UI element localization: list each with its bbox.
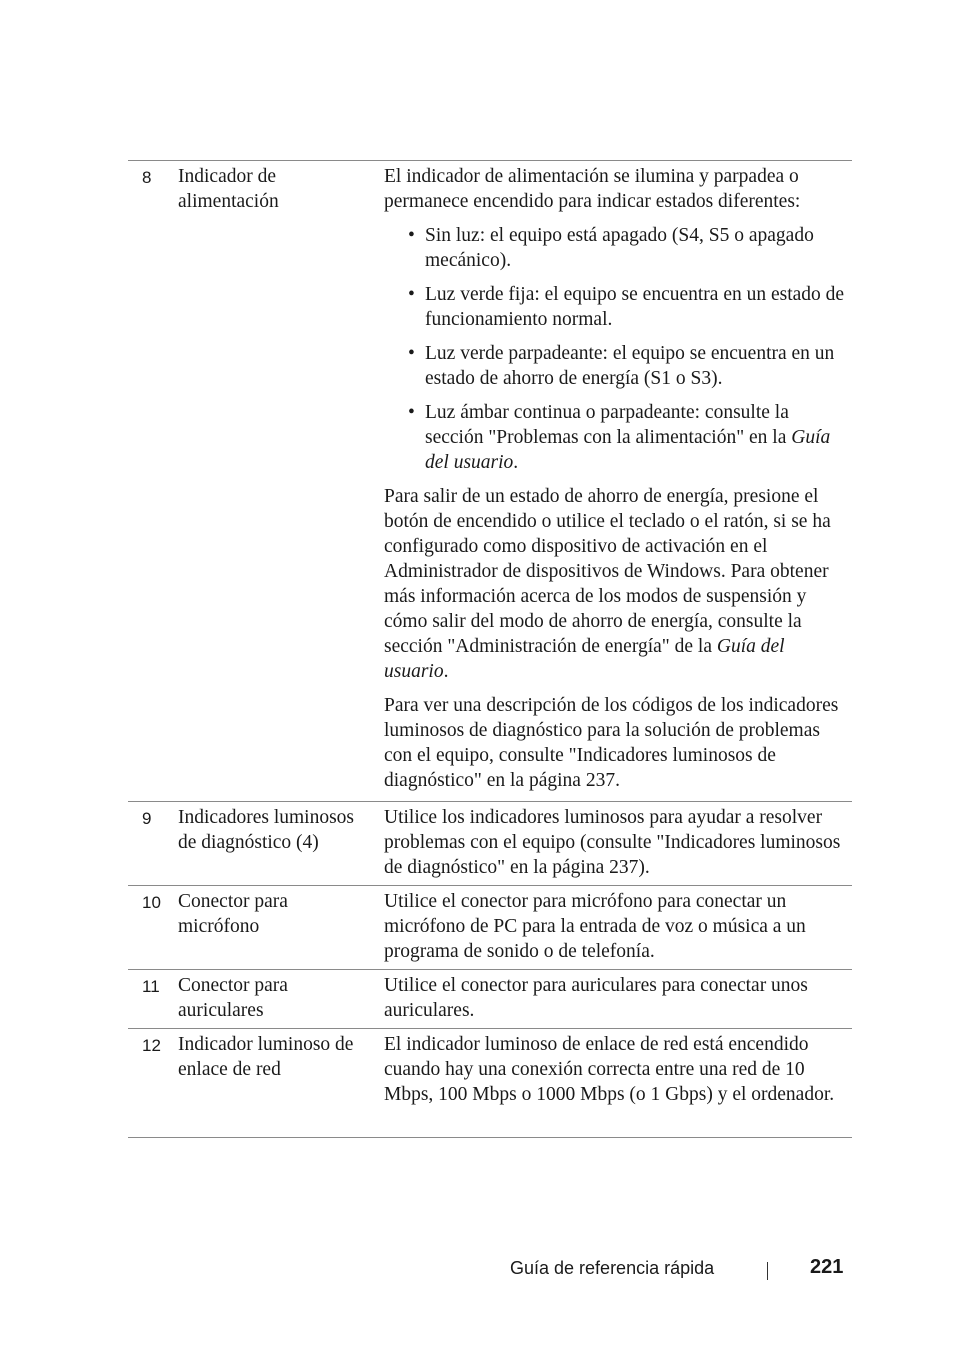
row-description: Utilice los indicadores luminosos para ayudar a resolver problemas con el equipo (consulte "Indicadores luminosos de diagnóstico" en la página 237). xyxy=(384,807,841,878)
bullet-icon: • xyxy=(408,284,415,305)
table-row xyxy=(128,802,852,886)
row-number: 12 xyxy=(142,1036,161,1055)
row-number: 11 xyxy=(142,977,160,996)
row-description: Utilice el conector para micrófono para conectar un micrófono de PC para la entrada de voz o música a un programa de sonido o de telefonía. xyxy=(384,891,806,962)
row-number: 9 xyxy=(142,809,152,828)
list-item: • Luz verde fija: el equipo se encuentra en un estado de funcionamiento normal. xyxy=(408,284,845,330)
list-item: • Luz ámbar continua o parpadeante: consulte la sección "Problemas con la alimentación" en la Guía del usuario. xyxy=(408,402,831,473)
status-list xyxy=(384,223,850,475)
row-number: 8 xyxy=(142,168,152,187)
page-footer xyxy=(0,1256,954,1286)
row-name: Conector para auriculares xyxy=(178,975,288,1021)
list-item: • Luz verde parpadeante: el equipo se encuentra en un estado de ahorro de energía (S1 o S3). xyxy=(408,343,835,389)
guide-reference: Guía del usuario xyxy=(425,427,831,473)
table-row xyxy=(128,886,852,970)
guide-reference: Guía del usuario xyxy=(384,636,785,682)
footer-divider xyxy=(767,1262,768,1280)
row-name: Conector para micrófono xyxy=(178,891,288,937)
table-row xyxy=(128,161,852,802)
table-row xyxy=(128,970,852,1029)
bullet-icon: • xyxy=(408,402,415,423)
row-name: Indicador luminoso de enlace de red xyxy=(178,1034,354,1080)
bullet-icon: • xyxy=(408,343,415,364)
wake-paragraph: Para salir de un estado de ahorro de energía, presione el botón de encendido o utilice el teclado o el ratón, si se ha configurado como dispositivo de activación en el Administrador de dispositivos de Windows. Para obtener más información acerca de los modos de suspensión y cómo salir del modo de ahorro de energía, consulte la sección "Administración de energía" de la Guía del usuario. xyxy=(384,486,831,682)
diagnostic-paragraph: Para ver una descripción de los códigos de los indicadores luminosos de diagnóstico para la solución de problemas con el equipo, consulte "Indicadores luminosos de diagnóstico" en la página 237. xyxy=(384,695,839,791)
spec-table xyxy=(128,160,852,1138)
row-name: Indicadores luminosos de diagnóstico (4) xyxy=(178,807,355,853)
footer-guide-title: Guía de referencia rápida xyxy=(510,1258,715,1278)
list-item: • Sin luz: el equipo está apagado (S4, S5 o apagado mecánico). xyxy=(408,225,814,271)
bullet-icon: • xyxy=(408,225,415,246)
row-description: El indicador luminoso de enlace de red está encendido cuando hay una conexión correcta entre una red de 10 Mbps, 100 Mbps o 1000 Mbps (o 1 Gbps) y el ordenador. xyxy=(384,1034,835,1105)
page-number: 221 xyxy=(810,1256,844,1278)
row-number: 10 xyxy=(142,893,161,912)
table-row xyxy=(128,1029,852,1138)
row-name: Indicador de alimentación xyxy=(178,166,279,212)
row-description: Utilice el conector para auriculares para conectar unos auriculares. xyxy=(384,975,808,1021)
description-intro: El indicador de alimentación se ilumina y parpadea o permanece encendido para indicar estados diferentes: xyxy=(384,166,801,212)
row-description xyxy=(384,164,850,793)
